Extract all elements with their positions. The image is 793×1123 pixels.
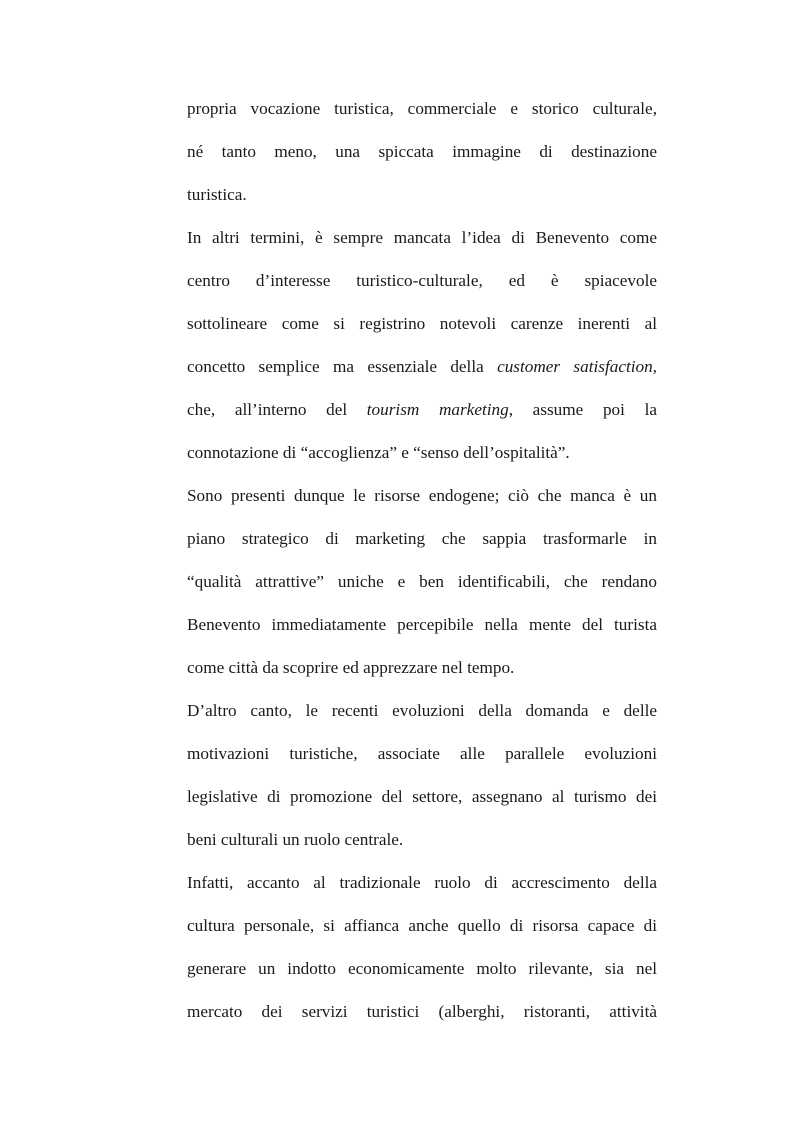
line-text: Infatti, accanto al tradizionale ruolo di accrescimento della — [187, 873, 657, 892]
text-line — [187, 345, 657, 388]
text-line — [187, 904, 657, 947]
line-text: D’altro canto, le recenti evoluzioni della domanda e delle — [187, 701, 657, 720]
line-text: turistica. — [187, 185, 247, 204]
line-text: né tanto meno, una spiccata immagine di destinazione — [187, 142, 657, 161]
line-text: Sono presenti dunque le risorse endogene; ciò che manca è un — [187, 486, 657, 505]
text-line — [187, 990, 657, 1033]
paragraph — [187, 216, 657, 474]
text-line — [187, 216, 657, 259]
italic-term: customer satisfaction, — [497, 357, 657, 376]
line-text: In altri termini, è sempre mancata l’idea di Benevento come — [187, 228, 657, 247]
text-line — [187, 689, 657, 732]
italic-term: tourism marketing — [366, 400, 509, 419]
line-text: piano strategico di marketing che sappia trasformarle in — [187, 529, 657, 548]
text-line — [187, 130, 657, 173]
text-line — [187, 517, 657, 560]
line-text: propria vocazione turistica, commerciale e storico culturale, — [187, 99, 657, 118]
line-text: come città da scoprire ed apprezzare nel tempo. — [187, 658, 515, 677]
text-line — [187, 947, 657, 990]
text-line — [187, 431, 657, 474]
line-text: connotazione di “accoglienza” e “senso dell’ospitalità”. — [187, 443, 570, 462]
text-line — [187, 603, 657, 646]
text-line — [187, 775, 657, 818]
paragraph — [187, 87, 657, 216]
line-text: legislative di promozione del settore, assegnano al turismo dei — [187, 787, 657, 806]
text-line — [187, 861, 657, 904]
line-text: mercato dei servizi turistici (alberghi, ristoranti, attività — [187, 1002, 657, 1021]
body-text — [187, 87, 657, 1033]
text-line — [187, 173, 657, 216]
line-text: sottolineare come si registrino notevoli carenze inerenti al — [187, 314, 657, 333]
line-text: motivazioni turistiche, associate alle parallele evoluzioni — [187, 744, 657, 763]
paragraph — [187, 474, 657, 689]
paragraph — [187, 861, 657, 1033]
line-text: , assume poi la — [508, 400, 657, 419]
text-line — [187, 732, 657, 775]
line-text: centro d’interesse turistico-culturale, ed è spiacevole — [187, 271, 657, 290]
line-text: “qualità attrattive” uniche e ben identificabili, che rendano — [187, 572, 657, 591]
line-text: generare un indotto economicamente molto rilevante, sia nel — [187, 959, 657, 978]
text-line — [187, 560, 657, 603]
line-text: beni culturali un ruolo centrale. — [187, 830, 404, 849]
line-text: che, all’interno del — [187, 400, 367, 419]
line-text: cultura personale, si affianca anche quello di risorsa capace di — [187, 916, 657, 935]
text-line — [187, 302, 657, 345]
line-text: concetto semplice ma essenziale della — [187, 357, 498, 376]
text-line — [187, 818, 657, 861]
text-line — [187, 259, 657, 302]
text-line — [187, 646, 657, 689]
text-line — [187, 474, 657, 517]
paragraph — [187, 689, 657, 861]
line-text: Benevento immediatamente percepibile nella mente del turista — [187, 615, 657, 634]
text-line — [187, 87, 657, 130]
text-line — [187, 388, 657, 431]
